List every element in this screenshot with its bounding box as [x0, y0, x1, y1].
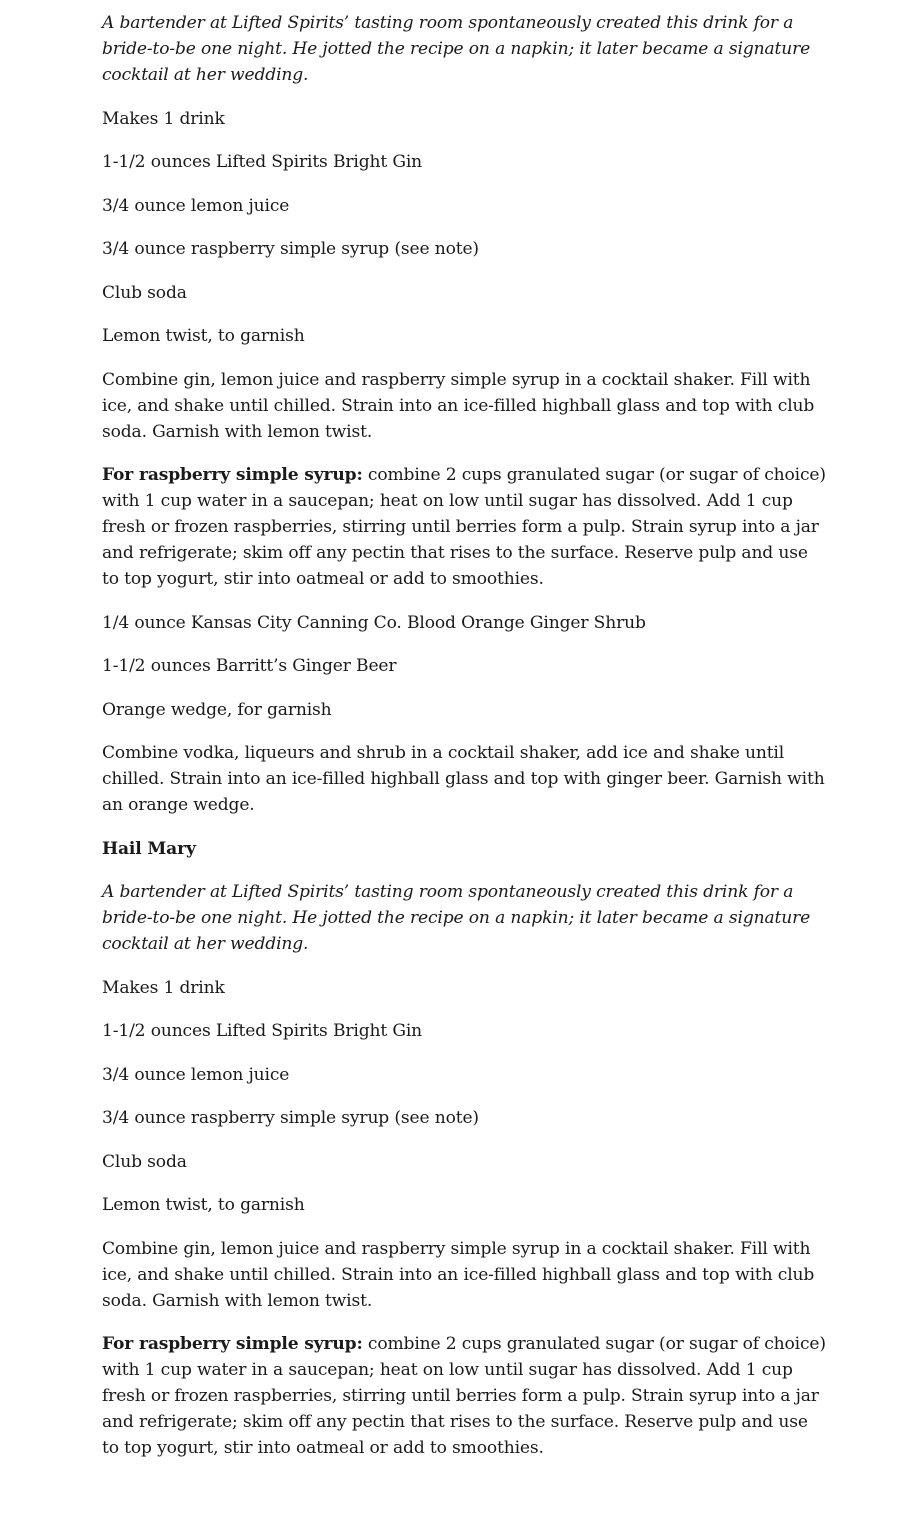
- recipe-yield: Makes 1 drink: [102, 108, 225, 129]
- recipe-intro: A bartender at Lifted Spirits’ tasting room spontaneously created this drink for a bride-to-be one night. He jotted the recipe on a napkin; it later became a signature cocktail at her wedding.: [102, 13, 811, 85]
- ingredient-line: 1/4 ounce Kansas City Canning Co. Blood Orange Ginger Shrub: [102, 612, 646, 633]
- recipe-directions: Combine gin, lemon juice and raspberry simple syrup in a cocktail shaker. Fill with ice, and shake until chilled. Strain into an ice-filled highball glass and top with club soda. Garnish with lemon twist.: [102, 369, 815, 442]
- recipe-directions: Combine vodka, liqueurs and shrub in a cocktail shaker, add ice and shake until chilled. Strain into an ice-filled highball glass and top with ginger beer. Garnish with an orange wedge.: [102, 743, 825, 815]
- ingredient-line: 1-1/2 ounces Lifted Spirits Bright Gin: [102, 152, 423, 172]
- ingredient-line: 3/4 ounce lemon juice: [102, 1064, 290, 1085]
- ingredient-line: Lemon twist, to garnish: [102, 1195, 305, 1215]
- ingredient-line: 3/4 ounce raspberry simple syrup (see note): [102, 1108, 479, 1128]
- recipe-intro: A bartender at Lifted Spirits’ tasting room spontaneously created this drink for a bride-to-be one night. He jotted the recipe on a napkin; it later became a signature cocktail at her wedding.: [102, 882, 811, 954]
- syrup-note: [102, 1331, 826, 1461]
- ingredient-line: Orange wedge, for garnish: [102, 699, 332, 720]
- ingredient-line: 3/4 ounce lemon juice: [102, 195, 290, 216]
- ingredient-line: 1-1/2 ounces Lifted Spirits Bright Gin: [102, 1021, 423, 1041]
- syrup-note-label: For raspberry simple syrup:: [102, 465, 363, 485]
- ingredient-line: Lemon twist, to garnish: [102, 326, 305, 346]
- recipe-title: Hail Mary: [102, 838, 196, 859]
- article-body: [102, 0, 826, 1479]
- syrup-note-text: combine 2 cups granulated sugar (or sugar of choice) with 1 cup water in a saucepan; heat on low until sugar has dissolved. Add 1 cup fresh or frozen raspberries, stirring until berries form a pulp. Strain syrup into a jar and refrigerate; skim off any pectin that rises to the surface. Reserve pulp and use to top yogurt, stir into oatmeal or add to smoothies.: [102, 1334, 826, 1458]
- ingredient-line: Club soda: [102, 282, 187, 303]
- syrup-note: [102, 462, 826, 592]
- ingredient-line: 3/4 ounce raspberry simple syrup (see note): [102, 239, 479, 259]
- syrup-note-text: combine 2 cups granulated sugar (or sugar of choice) with 1 cup water in a saucepan; heat on low until sugar has dissolved. Add 1 cup fresh or frozen raspberries, stirring until berries form a pulp. Strain syrup into a jar and refrigerate; skim off any pectin that rises to the surface. Reserve pulp and use to top yogurt, stir into oatmeal or add to smoothies.: [102, 465, 826, 589]
- recipe-yield: Makes 1 drink: [102, 977, 225, 998]
- ingredient-line: 1-1/2 ounces Barritt’s Ginger Beer: [102, 656, 397, 676]
- syrup-note-label: For raspberry simple syrup:: [102, 1334, 363, 1354]
- recipe-directions: Combine gin, lemon juice and raspberry simple syrup in a cocktail shaker. Fill with ice, and shake until chilled. Strain into an ice-filled highball glass and top with club soda. Garnish with lemon twist.: [102, 1238, 815, 1311]
- ingredient-line: Club soda: [102, 1151, 187, 1172]
